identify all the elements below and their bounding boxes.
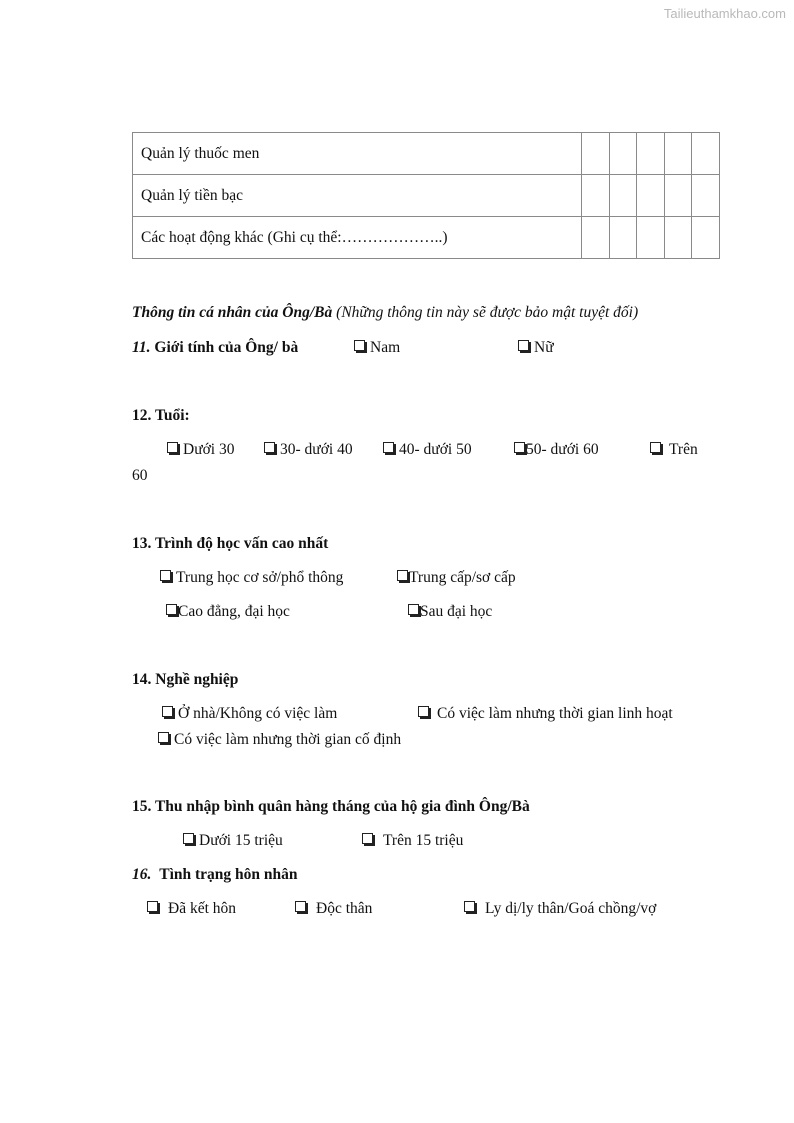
row-label: Các hoạt động khác (Ghi cụ thể:………………..)	[133, 217, 582, 259]
q12-option[interactable]: Trên	[650, 441, 698, 459]
q16-option[interactable]: Ly dị/ly thân/Goá chồng/vợ	[464, 900, 656, 918]
q16-option[interactable]: Độc thân	[295, 900, 372, 918]
q12-option[interactable]: Dưới 30	[167, 441, 234, 459]
row-label: Quản lý thuốc men	[133, 133, 582, 175]
q13-option[interactable]: Trung học cơ sở/phổ thông	[160, 569, 343, 587]
checkbox-icon[interactable]	[408, 604, 419, 615]
q12-option[interactable]: 30- dưới 40	[264, 441, 353, 459]
q14-option[interactable]: Có việc làm nhưng thời gian linh hoạt	[418, 705, 673, 723]
rating-cell[interactable]	[692, 133, 720, 175]
q13-option[interactable]: Sau đại học	[408, 603, 492, 621]
q11-label	[132, 339, 298, 357]
checkbox-icon[interactable]	[397, 570, 408, 581]
q14-label: 14. Nghề nghiệp	[132, 671, 239, 688]
table-row	[133, 217, 720, 259]
row-label: Quản lý tiền bạc	[133, 175, 582, 217]
q12-wrap-text: 60	[132, 467, 148, 484]
q12-label: 12. Tuổi:	[132, 407, 190, 424]
checkbox-icon[interactable]	[418, 706, 429, 717]
q15-label: 15. Thu nhập bình quân hàng tháng của hộ gia đình Ông/Bà	[132, 798, 530, 815]
personal-info-heading	[132, 304, 638, 322]
checkbox-icon[interactable]	[264, 442, 275, 453]
checkbox-icon[interactable]	[167, 442, 178, 453]
checkbox-icon[interactable]	[158, 732, 169, 743]
q13-label: 13. Trình độ học vấn cao nhất	[132, 535, 329, 552]
table-row	[133, 133, 720, 175]
q11-option-female[interactable]: Nữ	[518, 339, 554, 357]
table-row	[133, 175, 720, 217]
q13-option[interactable]: Cao đẳng, đại học	[166, 603, 290, 621]
activity-table	[132, 132, 720, 259]
rating-cell[interactable]	[664, 133, 692, 175]
rating-cell[interactable]	[582, 217, 610, 259]
q12-option[interactable]: 50- dưới 60	[514, 441, 599, 459]
checkbox-icon[interactable]	[464, 901, 475, 912]
q16-text: Tình trạng hôn nhân	[159, 866, 298, 883]
rating-cell[interactable]	[609, 133, 637, 175]
checkbox-icon[interactable]	[650, 442, 661, 453]
checkbox-icon[interactable]	[362, 833, 373, 844]
checkbox-icon[interactable]	[166, 604, 177, 615]
q11-option-male[interactable]: Nam	[354, 339, 400, 357]
checkbox-icon[interactable]	[354, 340, 365, 351]
q11-text: Giới tính của Ông/ bà	[154, 339, 299, 356]
q16-label	[132, 866, 298, 884]
q14-option[interactable]: Có việc làm nhưng thời gian cố định	[158, 731, 401, 749]
rating-cell[interactable]	[637, 175, 665, 217]
checkbox-icon[interactable]	[147, 901, 158, 912]
rating-cell[interactable]	[637, 217, 665, 259]
q16-option[interactable]: Đã kết hôn	[147, 900, 236, 918]
q12-option[interactable]: 40- dưới 50	[383, 441, 472, 459]
watermark: Tailieuthamkhao.com	[663, 6, 786, 21]
rating-cell[interactable]	[582, 133, 610, 175]
q14-option[interactable]: Ở nhà/Không có việc làm	[162, 705, 337, 723]
personal-info-note: (Những thông tin này sẽ được bảo mật tuyệt đối)	[336, 304, 639, 321]
rating-cell[interactable]	[609, 217, 637, 259]
checkbox-icon[interactable]	[383, 442, 394, 453]
q16-number: 16.	[132, 866, 152, 883]
checkbox-icon[interactable]	[295, 901, 306, 912]
rating-cell[interactable]	[609, 175, 637, 217]
q11-number: 11.	[132, 339, 151, 356]
rating-cell[interactable]	[692, 217, 720, 259]
checkbox-icon[interactable]	[160, 570, 171, 581]
q15-option[interactable]: Dưới 15 triệu	[183, 832, 283, 850]
q15-option[interactable]: Trên 15 triệu	[362, 832, 463, 850]
checkbox-icon[interactable]	[514, 442, 525, 453]
checkbox-icon[interactable]	[162, 706, 173, 717]
checkbox-icon[interactable]	[183, 833, 194, 844]
personal-info-title: Thông tin cá nhân của Ông/Bà	[132, 304, 333, 321]
rating-cell[interactable]	[692, 175, 720, 217]
rating-cell[interactable]	[664, 175, 692, 217]
checkbox-icon[interactable]	[518, 340, 529, 351]
rating-cell[interactable]	[582, 175, 610, 217]
rating-cell[interactable]	[637, 133, 665, 175]
rating-cell[interactable]	[664, 217, 692, 259]
q13-option[interactable]: Trung cấp/sơ cấp	[397, 569, 516, 587]
